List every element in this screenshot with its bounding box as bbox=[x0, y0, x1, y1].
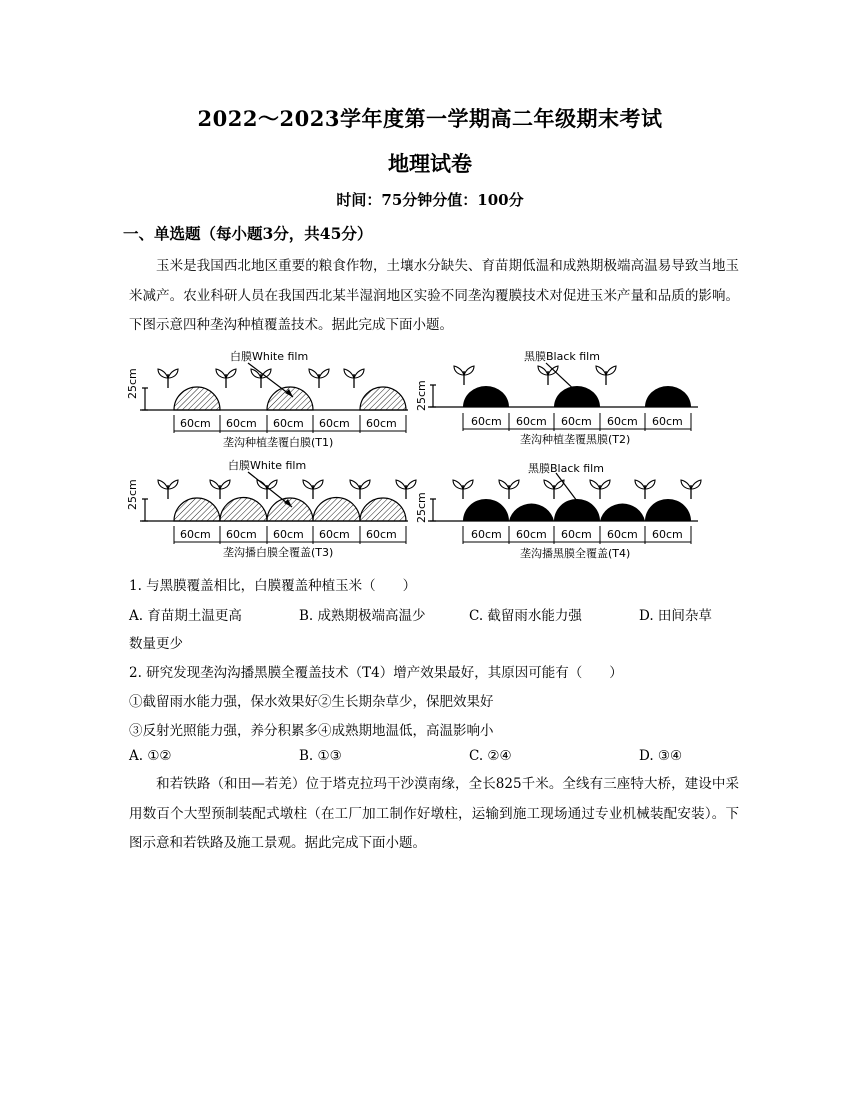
panel-t3 bbox=[126, 458, 416, 559]
q2-option-c[interactable]: C. ②④ bbox=[469, 748, 512, 764]
width-label: 60cm bbox=[561, 528, 592, 541]
width-label: 60cm bbox=[652, 415, 683, 428]
width-label: 60cm bbox=[516, 415, 547, 428]
width-label: 60cm bbox=[180, 417, 211, 430]
width-label: 60cm bbox=[273, 417, 304, 430]
q2-option-b[interactable]: B. ①③ bbox=[299, 748, 342, 764]
caption-t4: 垄沟播黑膜全覆盖(T4) bbox=[520, 547, 631, 560]
film-label-t1: 白膜White film bbox=[230, 350, 309, 363]
ridge-furrow-figure bbox=[128, 345, 708, 565]
q1-stem: 1. 与黑膜覆盖相比，白膜覆盖种植玉米（ ） bbox=[129, 578, 417, 594]
width-label: 60cm bbox=[273, 528, 304, 541]
width-label: 60cm bbox=[366, 417, 397, 430]
film-label-t2: 黑膜Black film bbox=[524, 350, 600, 363]
q2-option-a[interactable]: A. ①② bbox=[129, 748, 172, 764]
q2-statements-2: ③反射光照能力强，养分积累多④成熟期地温低，高温影响小 bbox=[129, 723, 494, 739]
height-label: 25cm bbox=[415, 380, 428, 411]
passage-1 bbox=[129, 252, 739, 341]
width-label: 60cm bbox=[226, 528, 257, 541]
width-label: 60cm bbox=[471, 528, 502, 541]
caption-t3: 垄沟播白膜全覆盖(T3) bbox=[223, 546, 334, 559]
width-label: 60cm bbox=[607, 528, 638, 541]
exam-meta: 时间：75分钟分值：100分 bbox=[336, 191, 524, 209]
width-label: 60cm bbox=[652, 528, 683, 541]
q2-option-d[interactable]: D. ③④ bbox=[639, 748, 683, 764]
q1-option-b[interactable]: B. 成熟期极端高温少 bbox=[299, 608, 426, 624]
subject-title: 地理试卷 bbox=[388, 151, 472, 176]
panel-t1 bbox=[126, 349, 408, 449]
width-label: 60cm bbox=[226, 417, 257, 430]
panel-t4 bbox=[415, 461, 701, 560]
width-label: 60cm bbox=[561, 415, 592, 428]
exam-title: 2022～2023学年度第一学期高二年级期末考试 bbox=[197, 106, 663, 131]
q2-stem: 2. 研究发现垄沟沟播黑膜全覆盖技术（T4）增产效果最好，其原因可能有（ ） bbox=[129, 665, 623, 681]
section-heading: 一、单选题（每小题3分，共45分） bbox=[123, 224, 373, 243]
width-label: 60cm bbox=[516, 528, 547, 541]
width-label: 60cm bbox=[366, 528, 397, 541]
q1-option-d-continued: 数量更少 bbox=[129, 636, 183, 652]
film-label-t3: 白膜White film bbox=[228, 459, 307, 472]
passage-2 bbox=[129, 770, 739, 859]
width-label: 60cm bbox=[319, 417, 350, 430]
caption-t2: 垄沟种植垄覆黑膜(T2) bbox=[520, 433, 631, 446]
width-label: 60cm bbox=[471, 415, 502, 428]
width-label: 60cm bbox=[319, 528, 350, 541]
height-label: 25cm bbox=[126, 479, 139, 510]
q1-option-c[interactable]: C. 截留雨水能力强 bbox=[469, 608, 582, 624]
height-label: 25cm bbox=[126, 368, 139, 399]
panel-t2 bbox=[415, 349, 698, 446]
q1-option-d[interactable]: D. 田间杂草 bbox=[639, 608, 712, 624]
width-label: 60cm bbox=[607, 415, 638, 428]
film-label-t4: 黑膜Black film bbox=[528, 462, 604, 475]
width-label: 60cm bbox=[180, 528, 211, 541]
caption-t1: 垄沟种植垄覆白膜(T1) bbox=[223, 436, 334, 449]
passage-2-text: 和若铁路（和田—若羌）位于塔克拉玛干沙漠南缘，全长825千米。全线有三座特大桥，建设中采用数百个大型预制装配式墩柱（在工厂加工制作好墩柱，运输到施工现场通过专业机械装配安装）。下图示意和若铁路及施工景观。据此完成下面小题。 bbox=[129, 776, 739, 851]
passage-1-text: 玉米是我国西北地区重要的粮食作物，土壤水分缺失、育苗期低温和成熟期极端高温易导致当地玉米减产。农业科研人员在我国西北某半湿润地区实验不同垄沟覆膜技术对促进玉米产量和品质的影响。下图示意四种垄沟种植覆盖技术。据此完成下面小题。 bbox=[129, 258, 739, 333]
height-label: 25cm bbox=[415, 492, 428, 523]
q1-option-a[interactable]: A. 育苗期土温更高 bbox=[129, 608, 242, 624]
q2-statements-1: ①截留雨水能力强，保水效果好②生长期杂草少，保肥效果好 bbox=[129, 694, 494, 710]
